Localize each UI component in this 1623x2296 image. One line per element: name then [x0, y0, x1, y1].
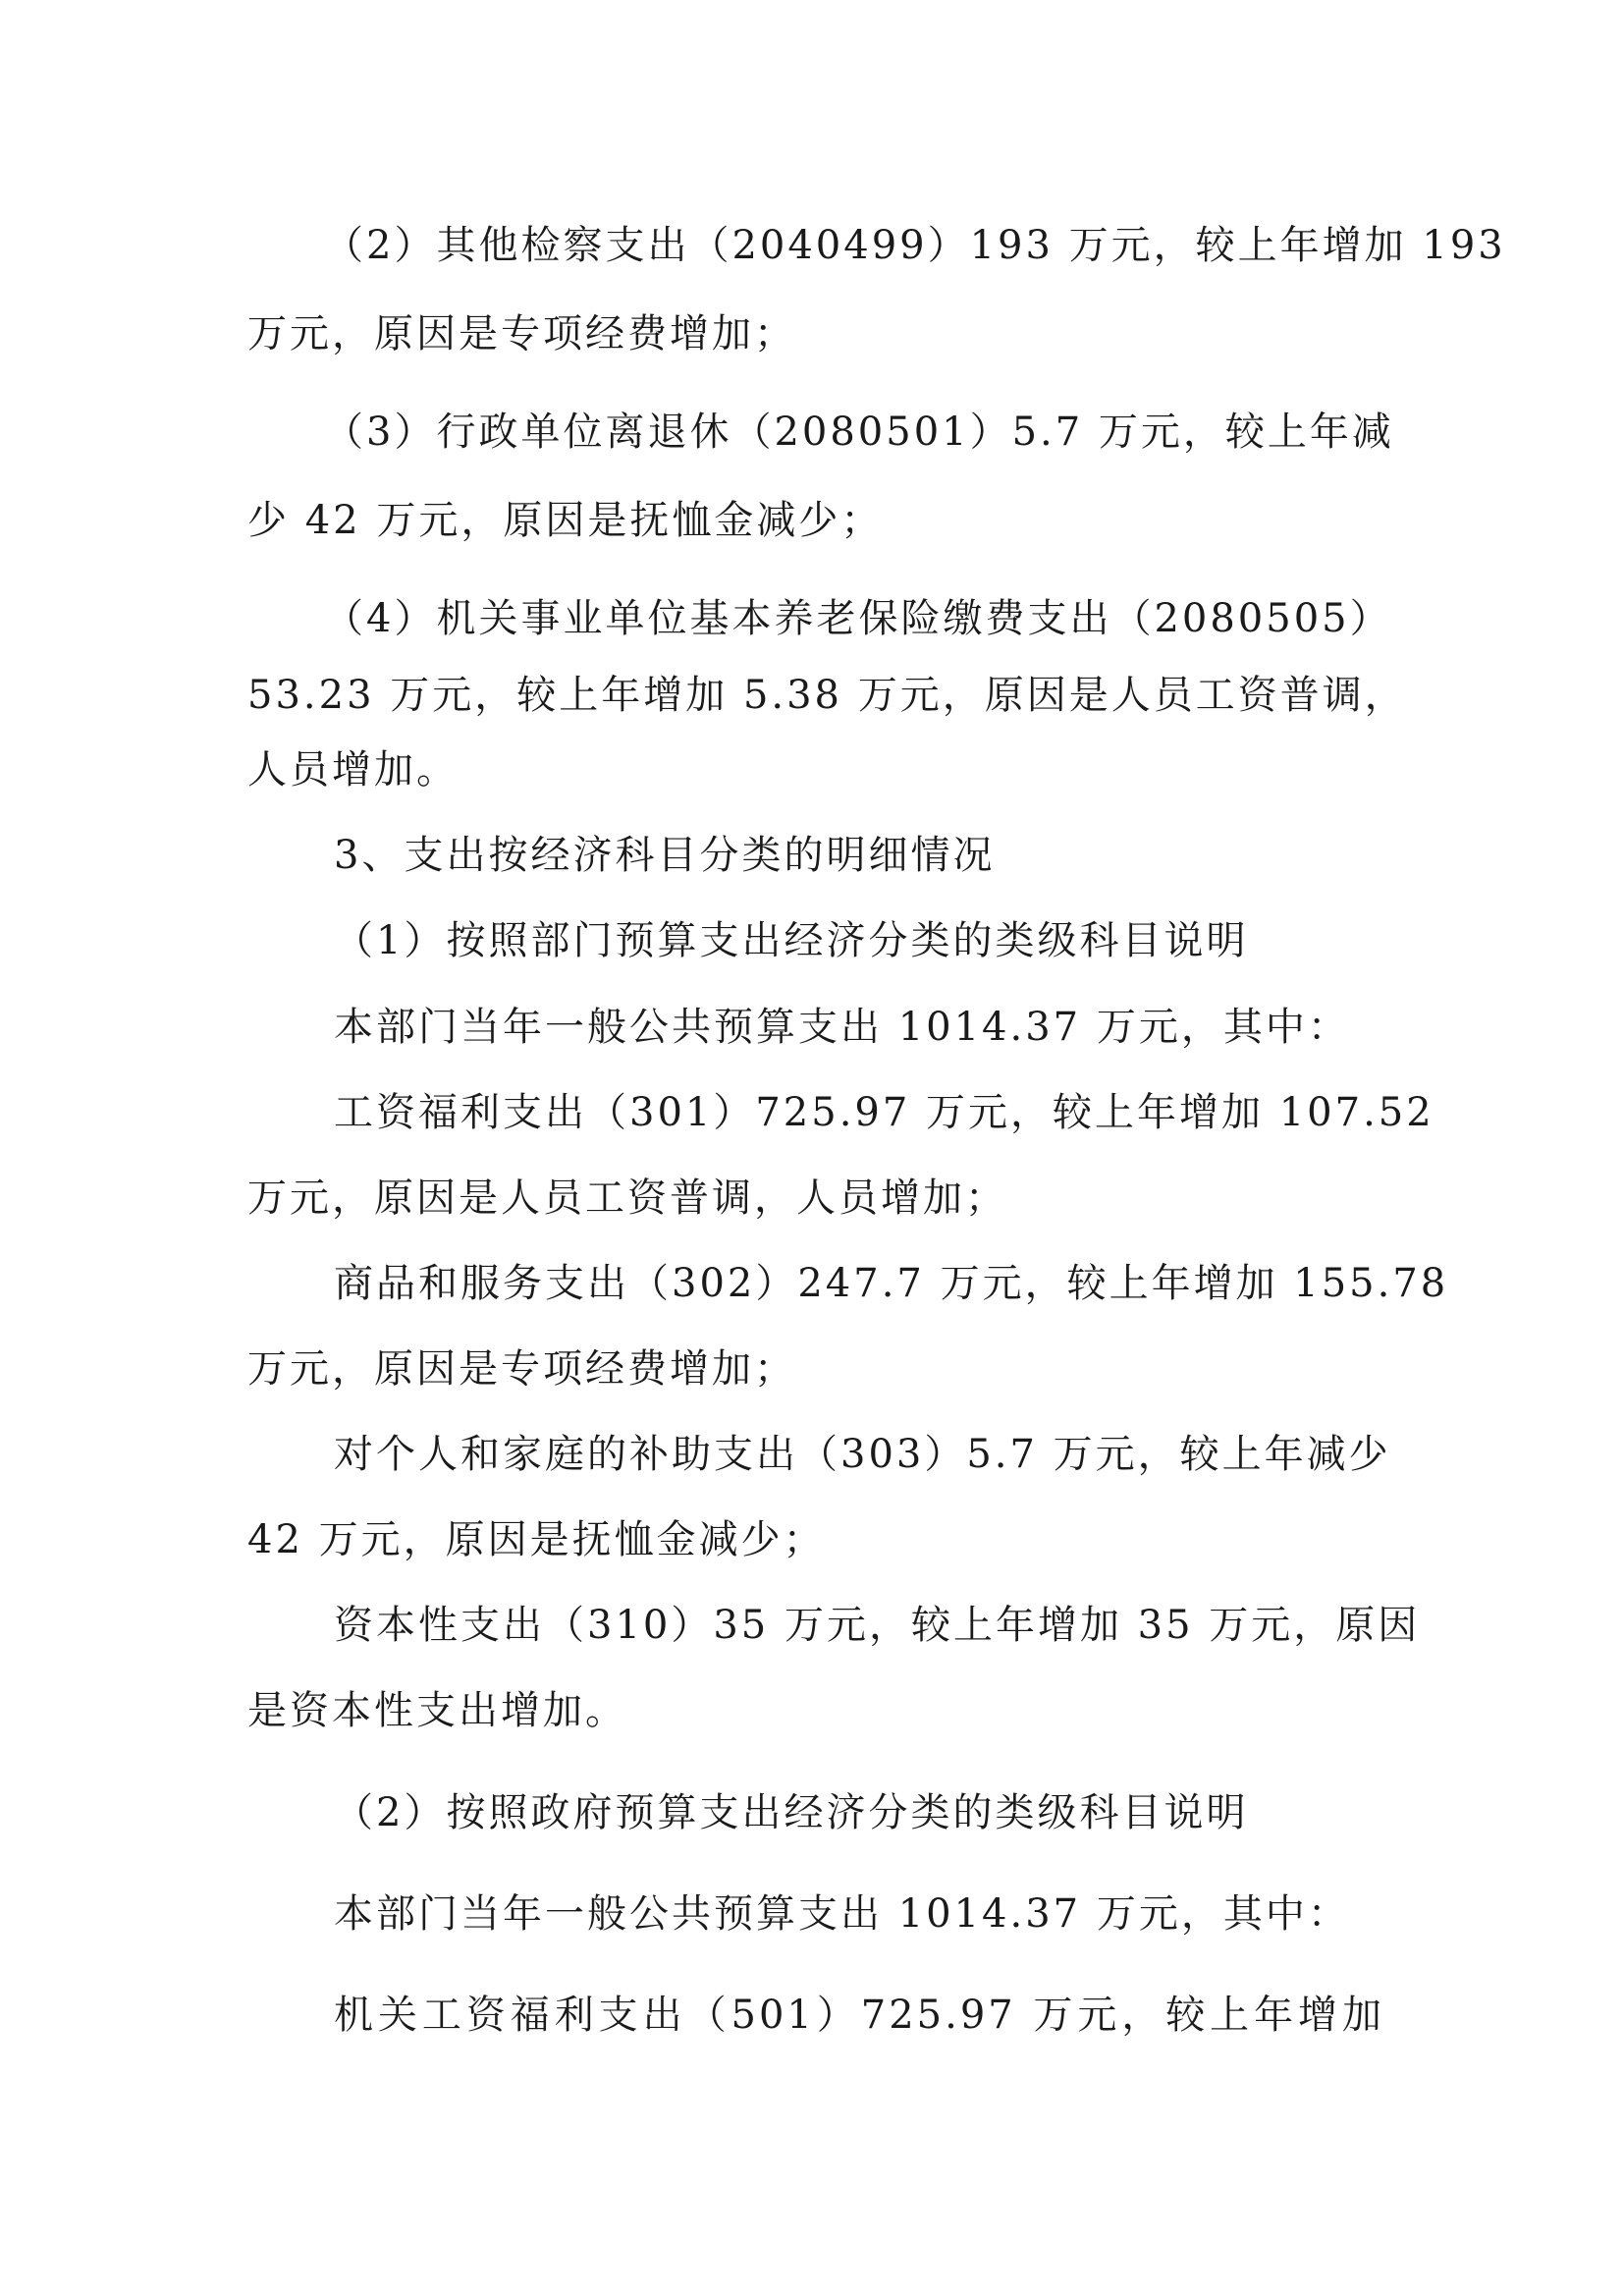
paragraph-line: 商品和服务支出（302）247.7 万元，较上年增加 155.78: [334, 1261, 1449, 1306]
paragraph-line: 42 万元，原因是抚恤金减少；: [247, 1517, 826, 1562]
paragraph-line: 少 42 万元，原因是抚恤金减少；: [247, 498, 884, 543]
paragraph-line: 对个人和家庭的补助支出（303）5.7 万元，较上年减少: [334, 1432, 1391, 1477]
paragraph-line: 万元，原因是人员工资普调，人员增加；: [247, 1175, 1007, 1221]
paragraph-line: 资本性支出（310）35 万元，较上年增加 35 万元，原因: [334, 1603, 1421, 1648]
paragraph-line: （3）行政单位离退休（2080501）5.7 万元，较上年减: [324, 410, 1394, 455]
subsection-heading: （2）按照政府预算支出经济分类的类级科目说明: [334, 1790, 1249, 1835]
paragraph-line: 万元，原因是专项经费增加；: [247, 1346, 796, 1392]
paragraph-line: 本部门当年一般公共预算支出 1014.37 万元，其中：: [334, 1891, 1350, 1937]
paragraph-line: 机关工资福利支出（501）725.97 万元，较上年增加: [334, 1993, 1384, 2038]
paragraph-line: 是资本性支出增加。: [247, 1688, 627, 1733]
subsection-heading: （1）按照部门预算支出经济分类的类级科目说明: [334, 918, 1249, 963]
paragraph-line: 人员增加。: [247, 747, 459, 793]
paragraph-line: （2）其他检察支出（2040499）193 万元，较上年增加 193: [324, 223, 1506, 268]
paragraph-line: 万元，原因是专项经费增加；: [247, 311, 796, 356]
section-heading: 3、支出按经济科目分类的明细情况: [334, 833, 996, 878]
paragraph-line: 工资福利支出（301）725.97 万元，较上年增加 107.52: [334, 1090, 1434, 1135]
paragraph-line: （4）机关事业单位基本养老保险缴费支出（2080505）: [324, 596, 1392, 641]
paragraph-line: 53.23 万元，较上年增加 5.38 万元，原因是人员工资普调，: [247, 673, 1407, 718]
paragraph-line: 本部门当年一般公共预算支出 1014.37 万元，其中：: [334, 1005, 1350, 1050]
